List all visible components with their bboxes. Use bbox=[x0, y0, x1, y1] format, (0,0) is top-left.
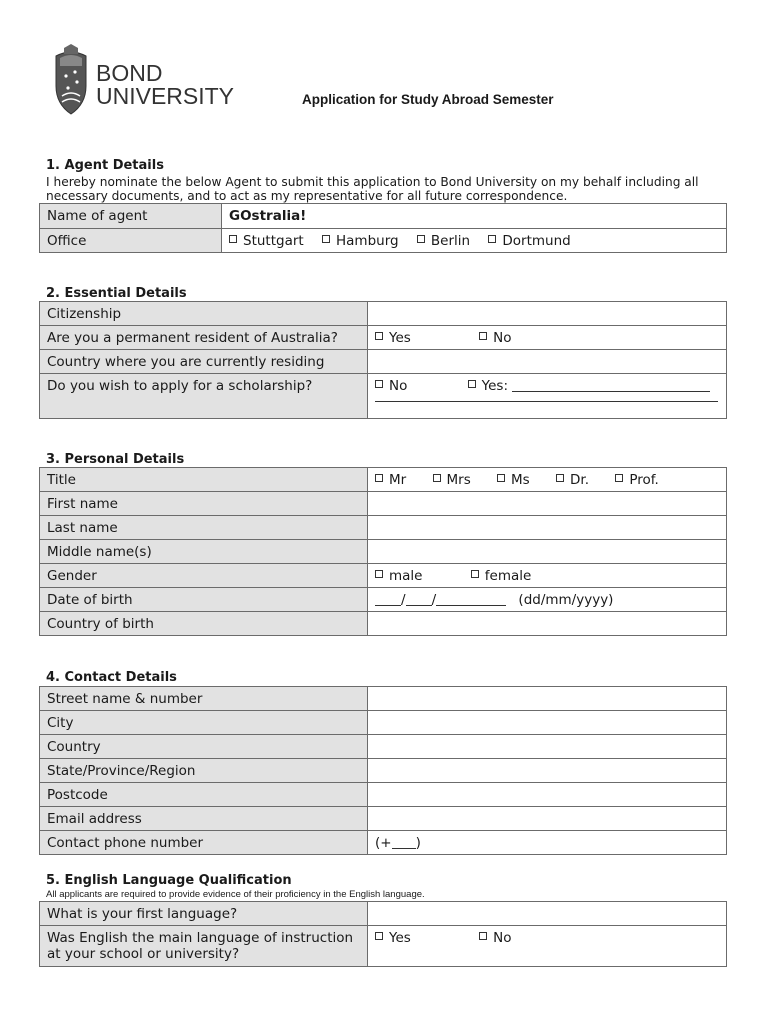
title-mrs-option[interactable]: Mrs bbox=[433, 472, 471, 488]
english-note: All applicants are required to provide evidence of their proficiency in the English language. bbox=[46, 889, 425, 900]
title-ms-option[interactable]: Ms bbox=[497, 472, 530, 488]
checkbox-icon bbox=[468, 380, 476, 388]
dob-day-line[interactable] bbox=[375, 592, 401, 606]
gender-male-option[interactable]: male bbox=[375, 568, 422, 584]
resident-no-option[interactable]: No bbox=[479, 330, 511, 346]
dob-label: Date of birth bbox=[40, 588, 368, 612]
country-field[interactable] bbox=[368, 735, 727, 759]
logo-line2: UNIVERSITY bbox=[96, 83, 235, 109]
checkbox-icon bbox=[229, 235, 237, 243]
title-dr-option[interactable]: Dr. bbox=[556, 472, 589, 488]
english-table bbox=[39, 901, 727, 967]
scholarship-yes-option[interactable]: Yes: bbox=[468, 378, 508, 394]
resident-options bbox=[368, 326, 727, 350]
office-option-hamburg[interactable]: Hamburg bbox=[322, 233, 399, 249]
street-field[interactable] bbox=[368, 687, 727, 711]
dob-format-hint: (dd/mm/yyyy) bbox=[518, 592, 614, 608]
scholarship-no-option[interactable]: No bbox=[375, 378, 407, 394]
checkbox-icon bbox=[375, 332, 383, 340]
agent-intro-text: I hereby nominate the below Agent to submit this application to Bond University on my behalf including all necessary documents, and to act as my representative for all future correspondence. bbox=[46, 175, 699, 203]
office-option-stuttgart[interactable]: Stuttgart bbox=[229, 233, 304, 249]
country-label: Country bbox=[40, 735, 368, 759]
postcode-field[interactable] bbox=[368, 783, 727, 807]
last-name-field[interactable] bbox=[368, 516, 727, 540]
agent-details-table bbox=[39, 203, 727, 253]
contact-details-table bbox=[39, 686, 727, 855]
checkbox-icon bbox=[615, 474, 623, 482]
office-option-berlin[interactable]: Berlin bbox=[417, 233, 470, 249]
instruction-no-option[interactable]: No bbox=[479, 930, 511, 946]
checkbox-icon bbox=[433, 474, 441, 482]
contact-details-heading: 4. Contact Details bbox=[46, 670, 177, 685]
phone-prefix-open: (+ bbox=[375, 835, 392, 851]
gender-options bbox=[368, 564, 727, 588]
citizenship-field[interactable] bbox=[368, 302, 727, 326]
agent-name-label: Name of agent bbox=[40, 204, 222, 229]
citizenship-label: Citizenship bbox=[40, 302, 368, 326]
personal-details-table bbox=[39, 467, 727, 636]
resident-question: Are you a permanent resident of Australia? bbox=[40, 326, 368, 350]
scholarship-detail-line[interactable] bbox=[512, 378, 710, 392]
instruction-yes-option[interactable]: Yes bbox=[375, 930, 411, 946]
checkbox-icon bbox=[479, 932, 487, 940]
bond-university-logo bbox=[50, 44, 250, 118]
essential-details-heading: 2. Essential Details bbox=[46, 286, 187, 301]
phone-prefix-close: ) bbox=[415, 835, 421, 851]
checkbox-icon bbox=[488, 235, 496, 243]
checkbox-icon bbox=[375, 932, 383, 940]
document-title: Application for Study Abroad Semester bbox=[302, 92, 554, 107]
first-name-label: First name bbox=[40, 492, 368, 516]
state-field[interactable] bbox=[368, 759, 727, 783]
first-language-question: What is your first language? bbox=[40, 902, 368, 926]
first-name-field[interactable] bbox=[368, 492, 727, 516]
gender-female-option[interactable]: female bbox=[471, 568, 532, 584]
state-label: State/Province/Region bbox=[40, 759, 368, 783]
phone-field[interactable] bbox=[368, 831, 727, 855]
checkbox-icon bbox=[375, 570, 383, 578]
title-mr-option[interactable]: Mr bbox=[375, 472, 406, 488]
street-label: Street name & number bbox=[40, 687, 368, 711]
checkbox-icon bbox=[417, 235, 425, 243]
checkbox-icon bbox=[471, 570, 479, 578]
residing-field[interactable] bbox=[368, 350, 727, 374]
title-label: Title bbox=[40, 468, 368, 492]
scholarship-question: Do you wish to apply for a scholarship? bbox=[40, 374, 368, 419]
dob-month-line[interactable] bbox=[406, 592, 432, 606]
residing-question: Country where you are currently residing bbox=[40, 350, 368, 374]
country-of-birth-field[interactable] bbox=[368, 612, 727, 636]
middle-name-label: Middle name(s) bbox=[40, 540, 368, 564]
checkbox-icon bbox=[556, 474, 564, 482]
agent-name-field[interactable]: GOstralia! bbox=[222, 204, 727, 229]
last-name-label: Last name bbox=[40, 516, 368, 540]
scholarship-detail-line-2[interactable] bbox=[375, 400, 718, 402]
checkbox-icon bbox=[497, 474, 505, 482]
city-field[interactable] bbox=[368, 711, 727, 735]
country-of-birth-label: Country of birth bbox=[40, 612, 368, 636]
first-language-field[interactable] bbox=[368, 902, 727, 926]
scholarship-options bbox=[368, 374, 727, 419]
agent-details-heading: 1. Agent Details bbox=[46, 158, 164, 173]
title-prof-option[interactable]: Prof. bbox=[615, 472, 658, 488]
office-label: Office bbox=[40, 229, 222, 253]
checkbox-icon bbox=[375, 380, 383, 388]
checkbox-icon bbox=[479, 332, 487, 340]
dob-year-line[interactable] bbox=[436, 592, 506, 606]
logo-line1: BOND bbox=[96, 60, 163, 86]
office-options bbox=[222, 229, 727, 253]
email-label: Email address bbox=[40, 807, 368, 831]
resident-yes-option[interactable]: Yes bbox=[375, 330, 411, 346]
title-options bbox=[368, 468, 727, 492]
gender-label: Gender bbox=[40, 564, 368, 588]
checkbox-icon bbox=[375, 474, 383, 482]
postcode-label: Postcode bbox=[40, 783, 368, 807]
office-option-dortmund[interactable]: Dortmund bbox=[488, 233, 570, 249]
personal-details-heading: 3. Personal Details bbox=[46, 452, 185, 467]
english-heading: 5. English Language Qualification bbox=[46, 873, 292, 888]
middle-name-field[interactable] bbox=[368, 540, 727, 564]
instruction-options bbox=[368, 926, 727, 967]
checkbox-icon bbox=[322, 235, 330, 243]
crest-icon bbox=[56, 44, 86, 114]
dob-field[interactable]: / / (dd/mm/yyyy) bbox=[368, 588, 727, 612]
email-field[interactable] bbox=[368, 807, 727, 831]
city-label: City bbox=[40, 711, 368, 735]
phone-label: Contact phone number bbox=[40, 831, 368, 855]
essential-details-table bbox=[39, 301, 727, 419]
instruction-language-question: Was English the main language of instruction at your school or university? bbox=[40, 926, 368, 967]
phone-country-code-line[interactable] bbox=[392, 835, 416, 849]
